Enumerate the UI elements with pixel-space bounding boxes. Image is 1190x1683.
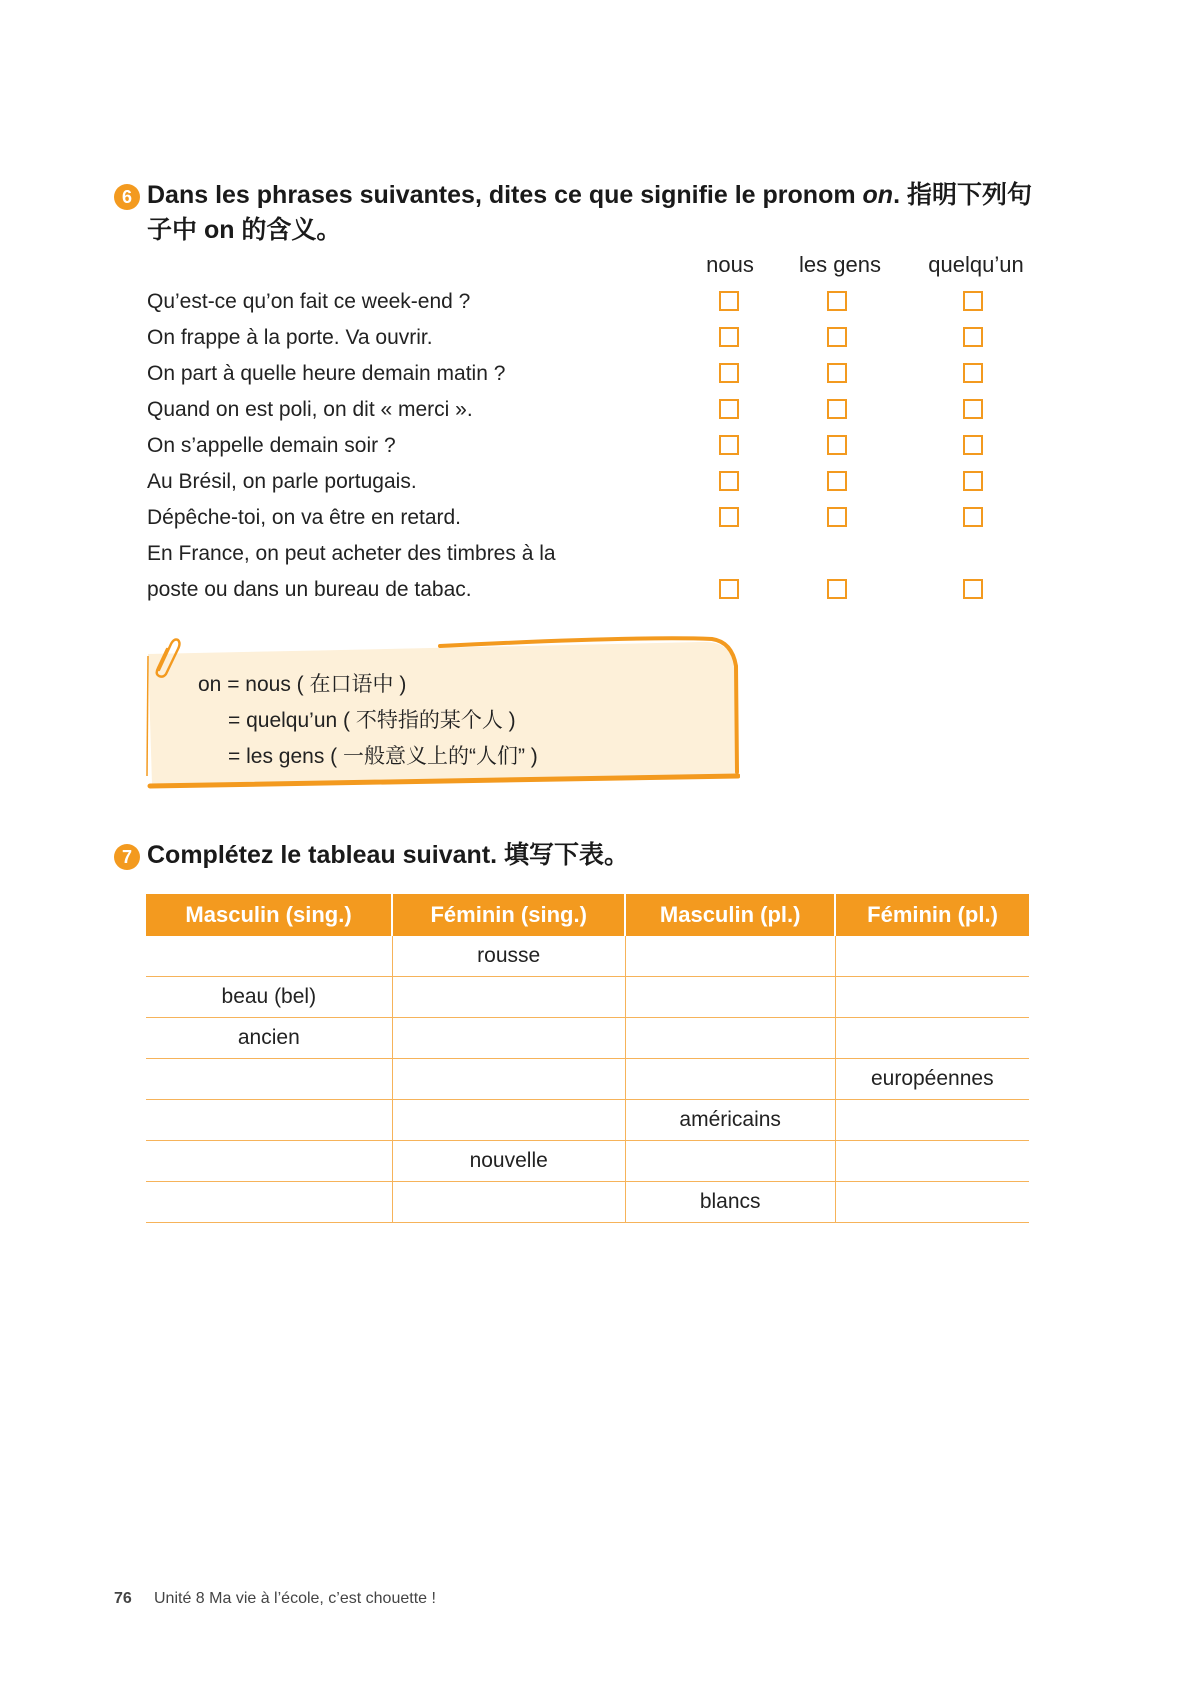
table-cell[interactable] [835, 977, 1029, 1018]
exercise-6-number: 6 [114, 184, 140, 210]
table-cell[interactable] [835, 936, 1029, 977]
checkbox-s5-les-gens[interactable] [827, 435, 847, 455]
sentence-4: Quand on est poli, on dit « merci ». [147, 398, 473, 421]
header-feminin-sing: Féminin (sing.) [392, 894, 625, 936]
table-cell[interactable] [625, 1059, 835, 1100]
header-feminin-pl: Féminin (pl.) [835, 894, 1029, 936]
checkbox-s5-quelquun[interactable] [963, 435, 983, 455]
table-cell[interactable] [146, 1182, 392, 1223]
note-line-1: on = nous ( 在口语中 ) [198, 673, 407, 696]
checkbox-s1-quelquun[interactable] [963, 291, 983, 311]
table-cell[interactable] [146, 1059, 392, 1100]
table-cell[interactable] [392, 1100, 625, 1141]
table-row [146, 1182, 1029, 1223]
table-cell[interactable]: blancs [625, 1182, 835, 1223]
sentence-6: Au Brésil, on parle portugais. [147, 470, 417, 493]
table-cell[interactable] [392, 1018, 625, 1059]
footer-unit-title: Unité 8 Ma vie à l’école, c’est chouette ! [154, 1590, 436, 1607]
table-cell[interactable] [625, 936, 835, 977]
exercise-6-title-part1: Dans les phrases suivantes, dites ce que signifie le pronom [147, 181, 863, 209]
table-cell[interactable] [392, 977, 625, 1018]
exercise-7-number: 7 [114, 844, 140, 870]
checkbox-s4-les-gens[interactable] [827, 399, 847, 419]
table-cell[interactable] [146, 1141, 392, 1182]
checkbox-s7-les-gens[interactable] [827, 507, 847, 527]
checkbox-s3-les-gens[interactable] [827, 363, 847, 383]
page-number: 76 [114, 1590, 132, 1607]
table-cell[interactable] [625, 1141, 835, 1182]
column-header-quelquun: quelqu’un [928, 252, 1024, 277]
sentence-2: On frappe à la porte. Va ouvrir. [147, 326, 433, 349]
table-cell[interactable] [835, 1100, 1029, 1141]
table-cell[interactable] [146, 1100, 392, 1141]
exercise-6-title [147, 178, 1047, 248]
header-masculin-pl: Masculin (pl.) [625, 894, 835, 936]
checkbox-s6-quelquun[interactable] [963, 471, 983, 491]
checkbox-s7-nous[interactable] [719, 507, 739, 527]
checkbox-s4-quelquun[interactable] [963, 399, 983, 419]
table-row [146, 1059, 1029, 1100]
table-cell[interactable]: ancien [146, 1018, 392, 1059]
table-cell[interactable]: américains [625, 1100, 835, 1141]
exercise-6-title-part2: . 指明下列句 [893, 181, 1032, 209]
column-header-les-gens: les gens [799, 252, 881, 277]
table-row [146, 936, 1029, 977]
table-cell[interactable]: européennes [835, 1059, 1029, 1100]
table-row [146, 1141, 1029, 1182]
checkbox-s2-nous[interactable] [719, 327, 739, 347]
checkbox-s8-les-gens[interactable] [827, 579, 847, 599]
note-line-2: = quelqu’un ( 不特指的某个人 ) [228, 709, 516, 732]
note-line-3: = les gens ( 一般意义上的“人们” ) [228, 745, 538, 768]
sentence-8-line2: poste ou dans un bureau de tabac. [147, 578, 472, 601]
sentence-3: On part à quelle heure demain matin ? [147, 362, 506, 385]
exercise-6-title-line2: 子中 on 的含义。 [147, 216, 342, 244]
sentence-8-line1: En France, on peut acheter des timbres à la [147, 542, 556, 565]
table-cell[interactable] [392, 1182, 625, 1223]
table-row [146, 977, 1029, 1018]
exercise-7-title: Complétez le tableau suivant. 填写下表。 [147, 841, 630, 869]
table-cell[interactable]: rousse [392, 936, 625, 977]
checkbox-s6-les-gens[interactable] [827, 471, 847, 491]
checkbox-s4-nous[interactable] [719, 399, 739, 419]
sentence-5: On s’appelle demain soir ? [147, 434, 396, 457]
checkbox-s2-quelquun[interactable] [963, 327, 983, 347]
table-cell[interactable] [146, 936, 392, 977]
exercise-6-title-italic: on [862, 181, 894, 209]
sentence-1: Qu’est-ce qu’on fait ce week-end ? [147, 290, 471, 313]
table-cell[interactable] [625, 1018, 835, 1059]
table-cell[interactable]: nouvelle [392, 1141, 625, 1182]
adjective-table [146, 894, 1029, 1223]
checkbox-s8-quelquun[interactable] [963, 579, 983, 599]
checkbox-s5-nous[interactable] [719, 435, 739, 455]
paperclip-icon [150, 636, 182, 678]
table-cell[interactable] [835, 1182, 1029, 1223]
checkbox-s3-quelquun[interactable] [963, 363, 983, 383]
checkbox-s6-nous[interactable] [719, 471, 739, 491]
table-cell[interactable] [835, 1141, 1029, 1182]
header-masculin-sing: Masculin (sing.) [146, 894, 392, 936]
checkbox-s1-nous[interactable] [719, 291, 739, 311]
sentence-7: Dépêche-toi, on va être en retard. [147, 506, 462, 529]
checkbox-s7-quelquun[interactable] [963, 507, 983, 527]
checkbox-s1-les-gens[interactable] [827, 291, 847, 311]
table-header-row [146, 894, 1029, 936]
checkbox-s3-nous[interactable] [719, 363, 739, 383]
checkbox-s8-nous[interactable] [719, 579, 739, 599]
checkbox-s2-les-gens[interactable] [827, 327, 847, 347]
table-cell[interactable] [835, 1018, 1029, 1059]
table-row [146, 1018, 1029, 1059]
table-cell[interactable] [392, 1059, 625, 1100]
table-cell[interactable]: beau (bel) [146, 977, 392, 1018]
table-cell[interactable] [625, 977, 835, 1018]
table-row [146, 1100, 1029, 1141]
column-header-nous: nous [706, 252, 754, 277]
